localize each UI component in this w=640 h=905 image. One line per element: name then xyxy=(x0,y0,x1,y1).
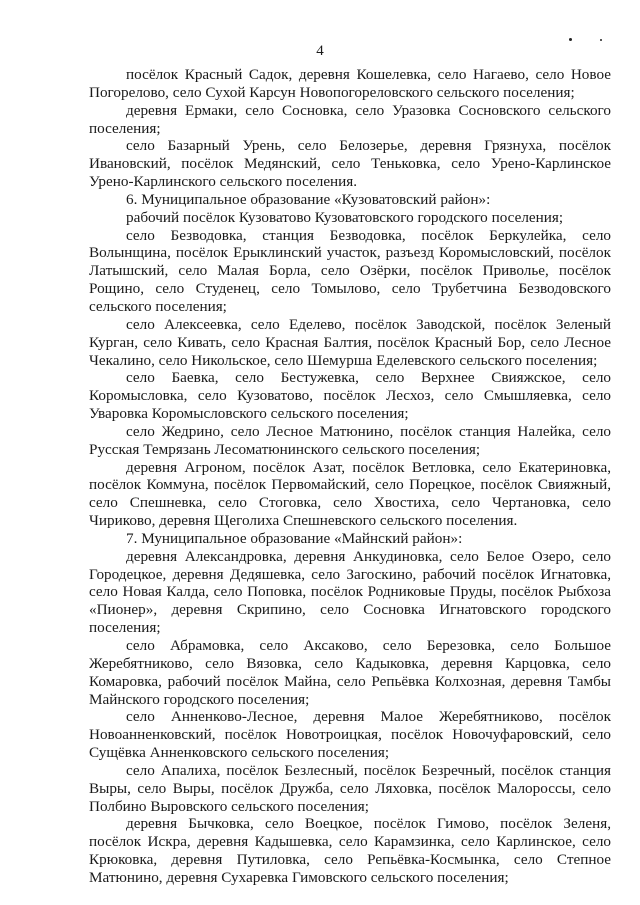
paragraph-bezvodovskoe: село Безводовка, станция Безводовка, посёлок Беркулейка, село Волынщина, посёлок Ерыклинский участок, разъезд Коромысловский, посёлок Латышский, село Малая Борла, село Озёрки, посёлок Приволье, посёлок Рощино, село Студенец, село Томылово, село Трубетчина Безводовского сельского поселения; xyxy=(89,226,611,315)
paragraph-annenkovskoe: село Анненково-Лесное, деревня Малое Жеребятниково, посёлок Новоанненковский, посёлок Новотроицкая, посёлок Новочуфаровский, село Сущёвка Анненковского сельского поселения; xyxy=(89,708,611,762)
paragraph-vyrovskoe: село Апалиха, посёлок Безлесный, посёлок Безречный, посёлок станция Выры, село Выры, посёлок Дружба, село Ляховка, посёлок Малороссы, село Полбино Выровского сельского поселения; xyxy=(89,761,611,815)
paragraph-koromyslovskoe: село Баевка, село Бестужевка, село Верхнее Свияжское, село Коромысловка, село Кузоватово, посёлок Лесхоз, село Смышляевка, село Уваровка Коромысловского сельского поселения; xyxy=(89,369,611,423)
paragraph-sosnovskoe: деревня Ермаки, село Сосновка, село Уразовка Сосновского сельского поселения; xyxy=(89,101,611,137)
paragraph-mainskoe-urban: село Абрамовка, село Аксаково, село Березовка, село Большое Жеребятниково, село Вязовка, село Кадыковка, деревня Карцовка, село Комаровка, рабочий посёлок Майна, село Репьёвка Колхозная, деревня Тамбы Майнского городского поселения; xyxy=(89,637,611,708)
section-heading-kuzovatovsky: 6. Муниципальное образование «Кузоватовский район»: xyxy=(126,190,491,208)
scan-speck xyxy=(569,38,572,41)
scan-speck xyxy=(600,39,602,41)
page-number: 4 xyxy=(316,43,324,59)
paragraph-kuzovatovskoe-urban: рабочий посёлок Кузоватово Кузоватовского городского поселения; xyxy=(126,208,564,226)
section-heading-mainsky: 7. Муниципальное образование «Майнский район»: xyxy=(126,529,463,547)
paragraph-lesomatyuninskoe: село Жедрино, село Лесное Матюнино, посёлок станция Налейка, село Русская Темрязань Лесоматюнинского сельского поселения; xyxy=(89,422,611,458)
paragraph-ignatovskoe: деревня Александровка, деревня Анкудиновка, село Белое Озеро, село Городецкое, деревня Дедяшевка, село Загоскино, рабочий посёлок Игнатовка, село Новая Калда, село Поповка, посёлок Родниковые Пруды, посёлок Рыбхоза «Пионер», деревня Скрипино, село Сосновка Игнатовского городского поселения; xyxy=(89,547,611,637)
paragraph-novopogorelovskoe: посёлок Красный Садок, деревня Кошелевка, село Нагаево, село Новое Погорелово, село Сухой Карсун Новопогореловского сельского поселения; xyxy=(89,66,611,101)
paragraph-gimovskoe: деревня Бычковка, село Воецкое, посёлок Гимово, посёлок Зеленя, посёлок Искра, деревня Кадышевка, село Карамзинка, село Карлинское, село Крюковка, деревня Путиловка, село Репьёвка-Космынка, село Степное Матюнино, деревня Сухаревка Гимовского сельского поселения; xyxy=(89,815,611,886)
document-body xyxy=(89,66,611,887)
paragraph-ureno-karlinskoe: село Базарный Урень, село Белозерье, деревня Грязнуха, посёлок Ивановский, посёлок Медянский, село Теньковка, село Урено-Карлинское Урено-Карлинского сельского поселения. xyxy=(89,137,611,191)
paragraph-edelevskoe: село Алексеевка, село Еделево, посёлок Заводской, посёлок Зеленый Курган, село Кивать, село Красная Балтия, посёлок Красный Бор, село Лесное Чекалино, село Никольское, село Шемурша Еделевского сельского поселения; xyxy=(89,315,611,369)
paragraph-speshnevskoe: деревня Агроном, посёлок Азат, посёлок Ветловка, село Екатериновка, посёлок Коммуна, посёлок Первомайский, село Порецкое, посёлок Свияжный, село Спешневка, село Стоговка, село Хвостиха, село Чертановка, село Чириково, деревня Щеголиха Спешневского сельского поселения. xyxy=(89,458,611,530)
